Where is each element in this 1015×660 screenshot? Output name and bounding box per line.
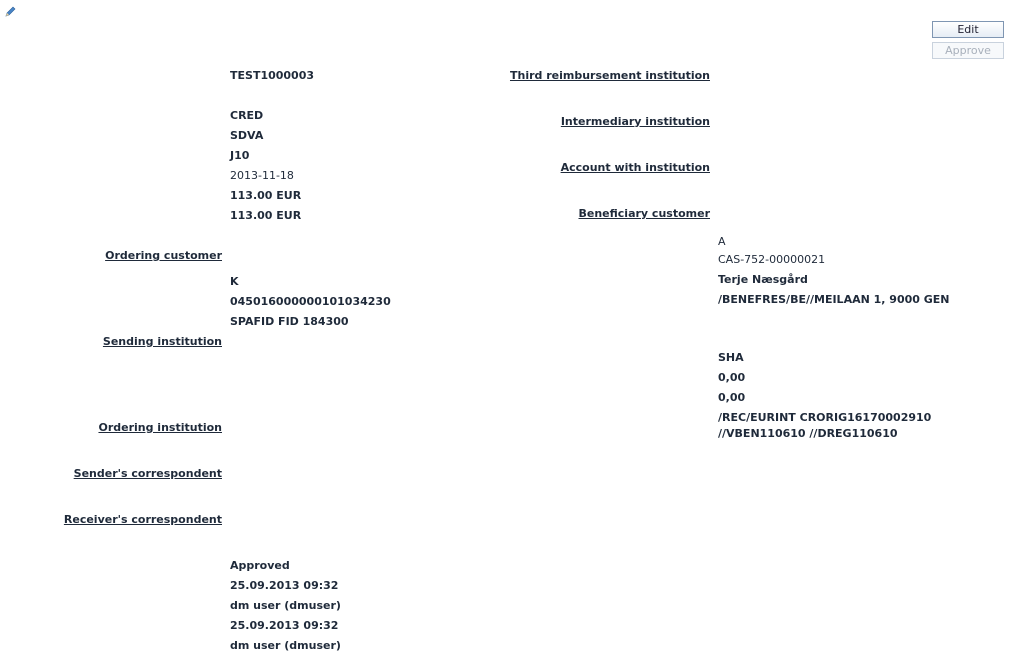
message-reference-value: TEST1000003 xyxy=(230,69,315,82)
approved-value: 25.09.2013 09:32 xyxy=(230,619,339,632)
added-value: 25.09.2013 09:32 xyxy=(230,579,339,592)
senders-correspondent-heading[interactable]: Sender's correspondent xyxy=(73,467,222,480)
intermediary-institution-heading[interactable]: Intermediary institution xyxy=(560,115,710,128)
ordering-customer-option-value: K xyxy=(230,275,239,288)
sender-to-receiver-line2: //VBEN110610 //DREG110610 xyxy=(718,427,898,440)
ordering-customer-account-value: 045016000000101034230 xyxy=(230,295,391,308)
beneficiary-name-value: Terje Næsgård xyxy=(718,273,808,286)
instructed-amount-value xyxy=(230,208,301,224)
instructed-amount-currency: EUR xyxy=(276,209,302,222)
amount-value xyxy=(230,188,301,204)
instructed-amount-number: 113.00 xyxy=(230,209,273,222)
added-by-value: dm user (dmuser) xyxy=(230,599,341,612)
beneficiary-customer-heading[interactable]: Beneficiary customer xyxy=(578,207,710,220)
ordering-customer-heading[interactable]: Ordering customer xyxy=(105,249,222,262)
transaction-type-code-value: J10 xyxy=(230,149,250,162)
ordering-customer-name-value: SPAFID FID 184300 xyxy=(230,315,349,328)
instruction-code-value: SDVA xyxy=(230,129,264,142)
approve-button: Approve xyxy=(932,42,1004,59)
amount-currency: EUR xyxy=(276,189,302,202)
pencil-icon[interactable] xyxy=(5,5,17,17)
sender-to-receiver-line1: /REC/EURINT CRORIG16170002910 xyxy=(718,411,932,424)
receiver-charge-value: 0,00 xyxy=(718,391,746,404)
ordering-institution-heading[interactable]: Ordering institution xyxy=(98,421,222,434)
receivers-correspondent-heading[interactable]: Receiver's correspondent xyxy=(63,513,222,526)
remittance-value: /BENEFRES/BE//MEILAAN 1, 9000 GEN xyxy=(718,293,950,306)
bank-operation-code-value: CRED xyxy=(230,109,264,122)
details-of-charges-value: SHA xyxy=(718,351,744,364)
status-value: Approved xyxy=(230,559,290,572)
third-reimbursement-heading[interactable]: Third reimbursement institution xyxy=(509,69,710,82)
amount-number: 113.00 xyxy=(230,189,273,202)
senders-charge-value: 0,00 xyxy=(718,371,746,384)
approved-by-value: dm user (dmuser) xyxy=(230,639,341,652)
value-date-value: 2013-11-18 xyxy=(230,169,294,182)
sending-institution-heading[interactable]: Sending institution xyxy=(102,335,222,348)
beneficiary-option-value: A xyxy=(718,235,726,248)
edit-button[interactable]: Edit xyxy=(932,21,1004,38)
beneficiary-account-value: CAS-752-00000021 xyxy=(718,253,826,266)
account-with-institution-heading[interactable]: Account with institution xyxy=(560,161,710,174)
